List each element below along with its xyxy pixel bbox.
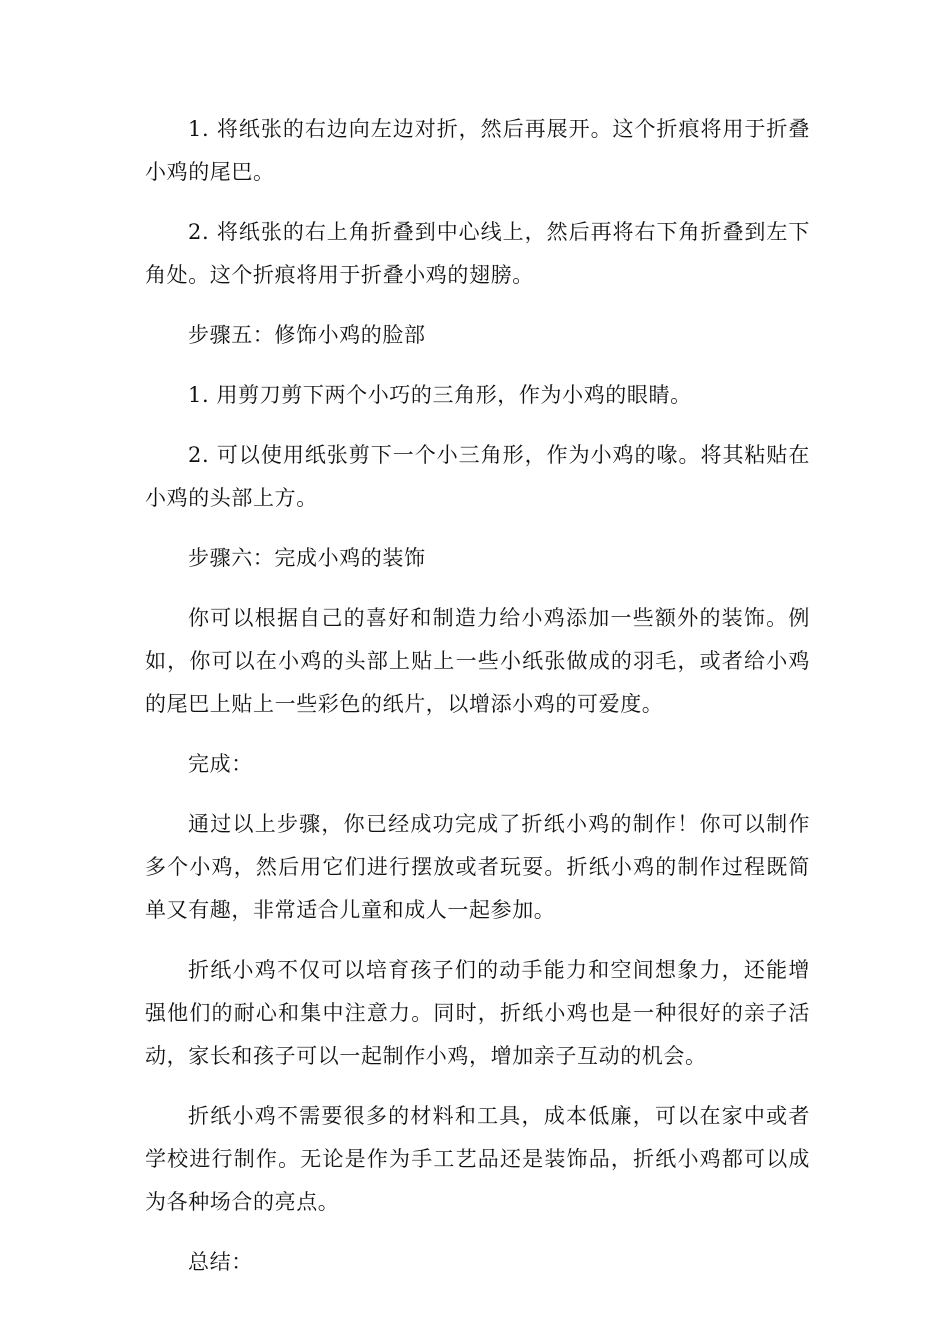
materials-paragraph: 折纸小鸡不需要很多的材料和工具，成本低廉，可以在家中或者学校进行制作。无论是作为手工艺品还是装饰品，折纸小鸡都可以成为各种场合的亮点。 <box>145 1104 810 1214</box>
step4-item-2: 2. 将纸张的右上角折叠到中心线上，然后再将右下角折叠到左下角处。这个折痕将用于折叠小鸡的翅膀。 <box>145 220 810 287</box>
step5-item-2: 2. 可以使用纸张剪下一个小三角形，作为小鸡的喙。将其粘贴在小鸡的头部上方。 <box>145 443 810 510</box>
step6-paragraph: 你可以根据自己的喜好和制造力给小鸡添加一些额外的装饰。例如，你可以在小鸡的头部上贴上一些小纸张做成的羽毛，或者给小鸡的尾巴上贴上一些彩色的纸片，以增添小鸡的可爱度。 <box>145 606 810 716</box>
completion-heading: 完成： <box>188 752 253 776</box>
step5-item-1: 1. 用剪刀剪下两个小巧的三角形，作为小鸡的眼睛。 <box>188 383 692 407</box>
step5-heading: 步骤五：修饰小鸡的脸部 <box>188 323 426 347</box>
step4-item-1: 1. 将纸张的右边向左边对折，然后再展开。这个折痕将用于折叠小鸡的尾巴。 <box>145 117 810 184</box>
completion-paragraph: 通过以上步骤，你已经成功完成了折纸小鸡的制作！你可以制作多个小鸡，然后用它们进行摆放或者玩耍。折纸小鸡的制作过程既简单又有趣，非常适合儿童和成人一起参加。 <box>145 812 810 922</box>
step6-heading: 步骤六：完成小鸡的装饰 <box>188 546 426 570</box>
document-body <box>145 108 810 1301</box>
benefits-paragraph: 折纸小鸡不仅可以培育孩子们的动手能力和空间想象力，还能增强他们的耐心和集中注意力。同时，折纸小鸡也是一种很好的亲子活动，家长和孩子可以一起制作小鸡，增加亲子互动的机会。 <box>145 958 810 1068</box>
summary-heading: 总结： <box>188 1250 253 1274</box>
